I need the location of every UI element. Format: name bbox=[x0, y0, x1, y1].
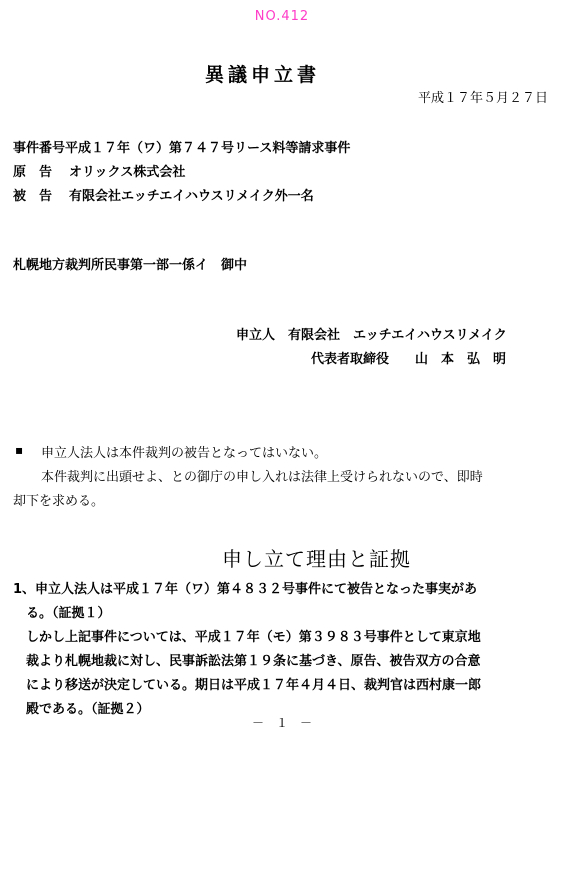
section-title: 申し立て理由と証拠 bbox=[222, 547, 411, 571]
document-date: 平成１７年５月２７日 bbox=[417, 91, 548, 106]
defendant-name: 有限会社エッチエイハウスリメイク外一名 bbox=[69, 189, 314, 204]
case-number-line: 事件番号平成１７年（ワ）第７４７号リース料等請求事件 bbox=[13, 141, 351, 156]
page-number: － １ － bbox=[251, 716, 312, 730]
statement-line-3: 却下を求める。 bbox=[13, 494, 105, 509]
plaintiff-label: 原 告 bbox=[13, 165, 53, 180]
addressee: 札幌地方裁判所民事第一部一係イ 御中 bbox=[13, 258, 248, 273]
reason-line: により移送が決定している。期日は平成１７年４月４日、裁判官は西村康一郎 bbox=[26, 678, 482, 693]
document-title: 異議申立書 bbox=[205, 64, 321, 86]
statement-line-2: 本件裁判に出頭せよ、との御庁の申し入れは法律上受けられないので、即時 bbox=[41, 470, 483, 485]
reason-line: る。（証拠１） bbox=[26, 606, 111, 621]
bullet-icon: ▪ bbox=[15, 443, 24, 457]
reason-line: 裁より札幌地裁に対し、民事訴訟法第１９条に基づき、原告、被告双方の合意 bbox=[26, 654, 481, 669]
plaintiff-name: オリックス株式会社 bbox=[69, 165, 186, 180]
reasons-paragraph bbox=[13, 578, 553, 722]
reason-line: しかし上記事件については、平成１７年（モ）第３９８３号事件として東京地 bbox=[26, 630, 481, 645]
applicant-representative: 代表者取締役 山 本 弘 明 bbox=[311, 352, 507, 367]
defendant-label: 被 告 bbox=[13, 189, 53, 204]
reason-line: 1、申立人法人は平成１７年（ワ）第４８３２号事件にて被告となった事実があ bbox=[13, 582, 478, 597]
reason-line: 殿である。（証拠２） bbox=[26, 702, 150, 717]
document-number: NO.412 bbox=[254, 9, 310, 24]
applicant-name: 申立人 有限会社 エッチエイハウスリメイク bbox=[236, 328, 507, 343]
statement-line-1: 申立人法人は本件裁判の被告となってはいない。 bbox=[41, 446, 328, 461]
